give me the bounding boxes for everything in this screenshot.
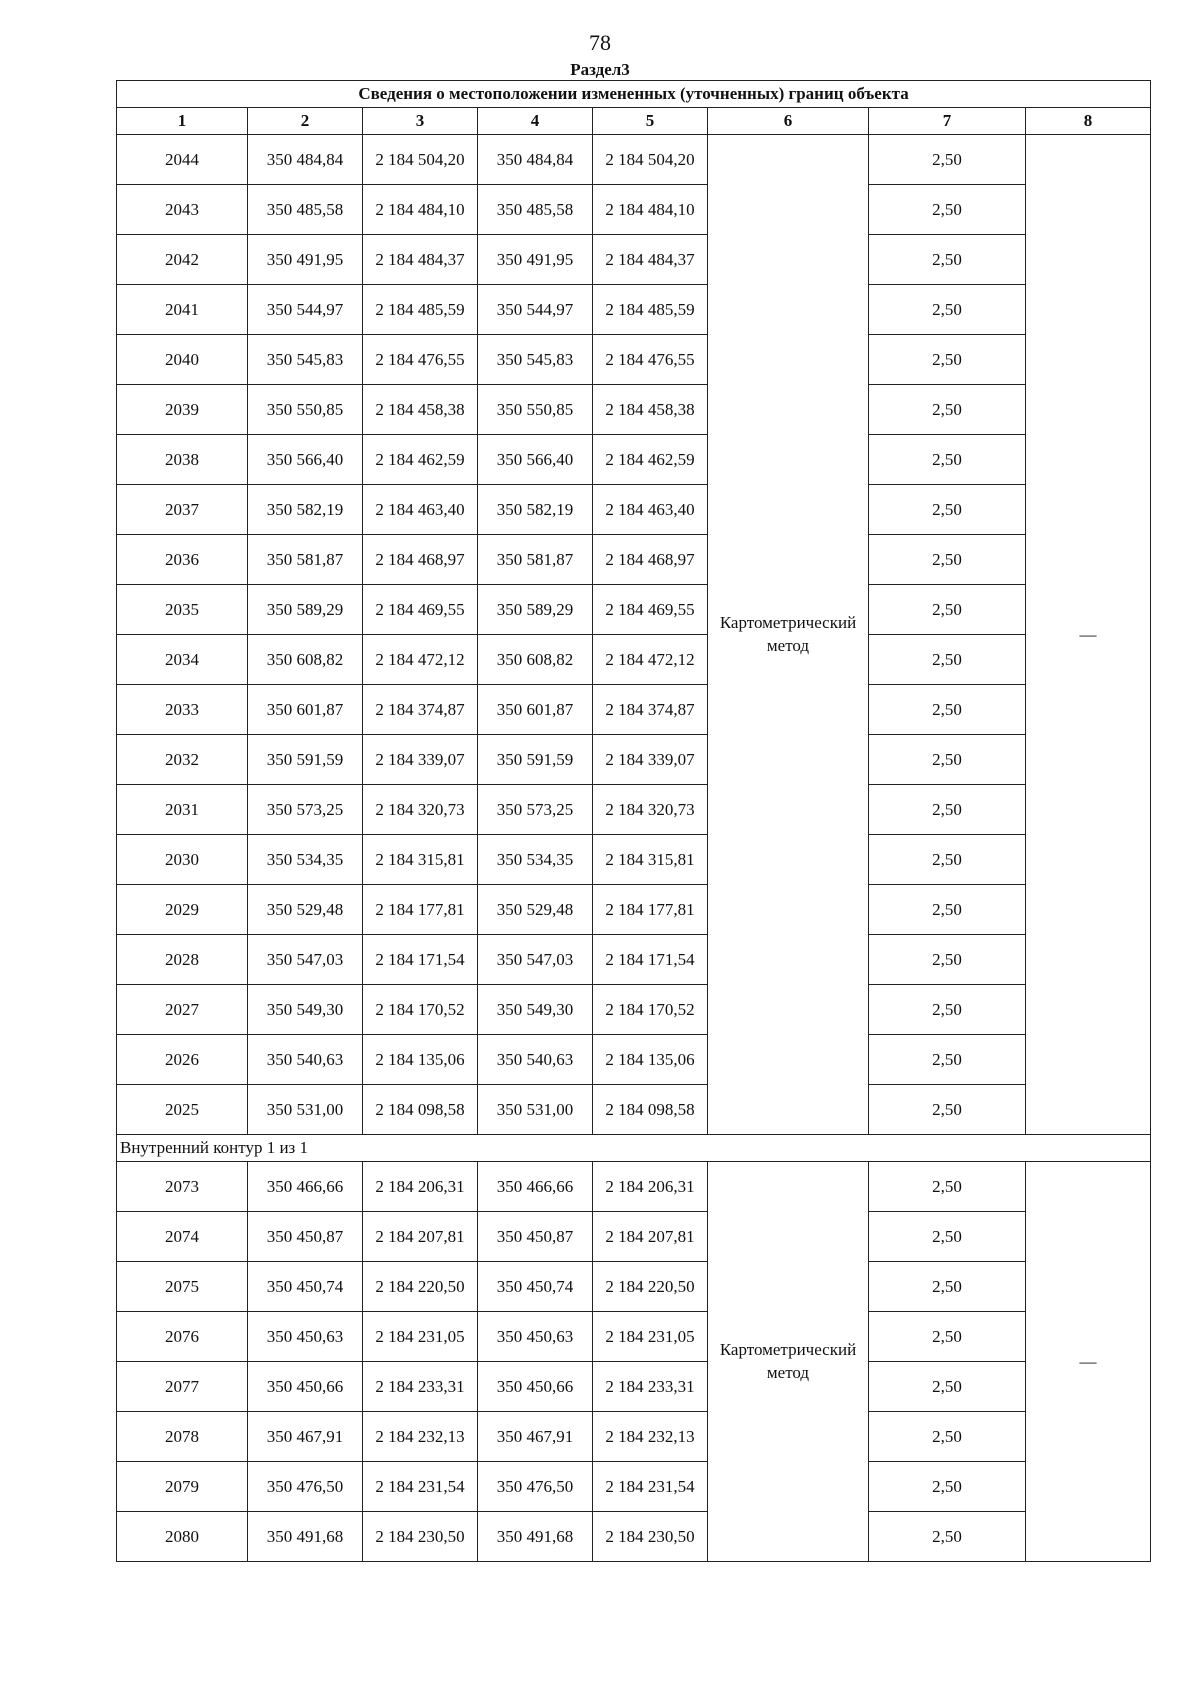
table-row: [117, 635, 1151, 685]
column-number: 6: [708, 108, 869, 135]
y-old-cell: 2 184 171,54: [363, 935, 478, 985]
accuracy-cell: 2,50: [869, 735, 1026, 785]
page-number: 78: [589, 30, 611, 55]
accuracy-cell: 2,50: [869, 1512, 1026, 1562]
point-number-cell: 2076: [117, 1312, 248, 1362]
point-number-cell: 2041: [117, 285, 248, 335]
inner-contour-label-row: [117, 1135, 1151, 1162]
point-number-cell: 2044: [117, 135, 248, 185]
point-number-cell: 2034: [117, 635, 248, 685]
y-new-cell: 2 184 220,50: [593, 1262, 708, 1312]
accuracy-cell: 2,50: [869, 885, 1026, 935]
y-old-cell: 2 184 468,97: [363, 535, 478, 585]
x-old-cell: 350 545,83: [248, 335, 363, 385]
y-new-cell: 2 184 374,87: [593, 685, 708, 735]
x-new-cell: 350 589,29: [478, 585, 593, 635]
method-text: Картометрический метод: [719, 1340, 857, 1382]
x-old-cell: 350 450,87: [248, 1212, 363, 1262]
point-number-cell: 2035: [117, 585, 248, 635]
x-old-cell: 350 450,63: [248, 1312, 363, 1362]
table-row: [117, 935, 1151, 985]
x-new-cell: 350 581,87: [478, 535, 593, 585]
point-number-cell: 2079: [117, 1462, 248, 1512]
x-new-cell: 350 485,58: [478, 185, 593, 235]
table-row: [117, 885, 1151, 935]
point-number-cell: 2027: [117, 985, 248, 1035]
x-new-cell: 350 467,91: [478, 1412, 593, 1462]
method-text: Картометрический метод: [719, 613, 857, 655]
y-old-cell: 2 184 320,73: [363, 785, 478, 835]
x-new-cell: 350 573,25: [478, 785, 593, 835]
column-number: 1: [117, 108, 248, 135]
table-row: [117, 535, 1151, 585]
table-row: [117, 1212, 1151, 1262]
inner-contour-label: Внутренний контур 1 из 1: [117, 1135, 1151, 1162]
x-new-cell: 350 549,30: [478, 985, 593, 1035]
note-cell: —: [1026, 135, 1151, 1135]
accuracy-cell: 2,50: [869, 535, 1026, 585]
point-number-cell: 2075: [117, 1262, 248, 1312]
x-old-cell: 350 534,35: [248, 835, 363, 885]
accuracy-cell: 2,50: [869, 285, 1026, 335]
x-new-cell: 350 534,35: [478, 835, 593, 885]
y-old-cell: 2 184 231,05: [363, 1312, 478, 1362]
y-old-cell: 2 184 472,12: [363, 635, 478, 685]
table-row: [117, 485, 1151, 535]
x-old-cell: 350 591,59: [248, 735, 363, 785]
table-row: [117, 435, 1151, 485]
y-new-cell: 2 184 484,10: [593, 185, 708, 235]
column-number: 3: [363, 108, 478, 135]
y-old-cell: 2 184 232,13: [363, 1412, 478, 1462]
point-number-cell: 2026: [117, 1035, 248, 1085]
accuracy-cell: 2,50: [869, 335, 1026, 385]
y-new-cell: 2 184 462,59: [593, 435, 708, 485]
y-old-cell: 2 184 170,52: [363, 985, 478, 1035]
accuracy-cell: 2,50: [869, 235, 1026, 285]
accuracy-cell: 2,50: [869, 935, 1026, 985]
y-new-cell: 2 184 485,59: [593, 285, 708, 335]
section-title: Раздел3: [570, 60, 630, 79]
x-old-cell: 350 467,91: [248, 1412, 363, 1462]
accuracy-cell: 2,50: [869, 835, 1026, 885]
y-old-cell: 2 184 458,38: [363, 385, 478, 435]
y-new-cell: 2 184 177,81: [593, 885, 708, 935]
accuracy-cell: 2,50: [869, 785, 1026, 835]
table-row: [117, 235, 1151, 285]
y-old-cell: 2 184 339,07: [363, 735, 478, 785]
accuracy-cell: 2,50: [869, 635, 1026, 685]
x-old-cell: 350 529,48: [248, 885, 363, 935]
column-number: 4: [478, 108, 593, 135]
y-new-cell: 2 184 231,05: [593, 1312, 708, 1362]
x-new-cell: 350 601,87: [478, 685, 593, 735]
accuracy-cell: 2,50: [869, 185, 1026, 235]
x-old-cell: 350 581,87: [248, 535, 363, 585]
table-row: [117, 985, 1151, 1035]
y-new-cell: 2 184 206,31: [593, 1162, 708, 1212]
point-number-cell: 2039: [117, 385, 248, 435]
x-new-cell: 350 529,48: [478, 885, 593, 935]
y-new-cell: 2 184 458,38: [593, 385, 708, 435]
y-new-cell: 2 184 233,31: [593, 1362, 708, 1412]
x-new-cell: 350 476,50: [478, 1462, 593, 1512]
point-number-cell: 2031: [117, 785, 248, 835]
x-old-cell: 350 531,00: [248, 1085, 363, 1135]
accuracy-cell: 2,50: [869, 1462, 1026, 1512]
point-number-cell: 2073: [117, 1162, 248, 1212]
column-number: 5: [593, 108, 708, 135]
accuracy-cell: 2,50: [869, 1362, 1026, 1412]
y-old-cell: 2 184 469,55: [363, 585, 478, 635]
x-old-cell: 350 466,66: [248, 1162, 363, 1212]
point-number-cell: 2080: [117, 1512, 248, 1562]
point-number-cell: 2033: [117, 685, 248, 735]
y-new-cell: 2 184 170,52: [593, 985, 708, 1035]
table-row: [117, 1162, 1151, 1212]
x-old-cell: 350 550,85: [248, 385, 363, 435]
point-number-cell: 2078: [117, 1412, 248, 1462]
x-old-cell: 350 601,87: [248, 685, 363, 735]
y-old-cell: 2 184 231,54: [363, 1462, 478, 1512]
table-row: [117, 1262, 1151, 1312]
x-new-cell: 350 544,97: [478, 285, 593, 335]
x-new-cell: 350 491,68: [478, 1512, 593, 1562]
point-number-cell: 2040: [117, 335, 248, 385]
y-new-cell: 2 184 320,73: [593, 785, 708, 835]
accuracy-cell: 2,50: [869, 1212, 1026, 1262]
inner-contour-rows: [117, 1162, 1151, 1562]
y-new-cell: 2 184 231,54: [593, 1462, 708, 1512]
table-row: [117, 1462, 1151, 1512]
y-new-cell: 2 184 315,81: [593, 835, 708, 885]
y-new-cell: 2 184 339,07: [593, 735, 708, 785]
point-number-cell: 2037: [117, 485, 248, 535]
x-new-cell: 350 566,40: [478, 435, 593, 485]
accuracy-cell: 2,50: [869, 1412, 1026, 1462]
table-row: [117, 1512, 1151, 1562]
y-new-cell: 2 184 476,55: [593, 335, 708, 385]
x-new-cell: 350 450,66: [478, 1362, 593, 1412]
table-caption: Сведения о местоположении измененных (уточненных) границ объекта: [117, 81, 1151, 108]
x-new-cell: 350 531,00: [478, 1085, 593, 1135]
y-new-cell: 2 184 232,13: [593, 1412, 708, 1462]
method-cell: [708, 1162, 869, 1562]
outer-contour-rows: [117, 135, 1151, 1135]
x-old-cell: 350 476,50: [248, 1462, 363, 1512]
x-new-cell: 350 491,95: [478, 235, 593, 285]
x-old-cell: 350 582,19: [248, 485, 363, 535]
y-new-cell: 2 184 230,50: [593, 1512, 708, 1562]
point-number-cell: 2074: [117, 1212, 248, 1262]
column-number: 2: [248, 108, 363, 135]
accuracy-cell: 2,50: [869, 1162, 1026, 1212]
x-new-cell: 350 591,59: [478, 735, 593, 785]
column-number: 7: [869, 108, 1026, 135]
y-old-cell: 2 184 504,20: [363, 135, 478, 185]
y-new-cell: 2 184 171,54: [593, 935, 708, 985]
point-number-cell: 2029: [117, 885, 248, 935]
table-row: [117, 585, 1151, 635]
y-old-cell: 2 184 476,55: [363, 335, 478, 385]
x-old-cell: 350 549,30: [248, 985, 363, 1035]
point-number-cell: 2032: [117, 735, 248, 785]
table-row: [117, 385, 1151, 435]
accuracy-cell: 2,50: [869, 1085, 1026, 1135]
x-old-cell: 350 544,97: [248, 285, 363, 335]
table-row: [117, 685, 1151, 735]
x-old-cell: 350 547,03: [248, 935, 363, 985]
x-new-cell: 350 582,19: [478, 485, 593, 535]
x-old-cell: 350 450,74: [248, 1262, 363, 1312]
y-old-cell: 2 184 233,31: [363, 1362, 478, 1412]
y-old-cell: 2 184 463,40: [363, 485, 478, 535]
table-row: [117, 1412, 1151, 1462]
y-old-cell: 2 184 484,10: [363, 185, 478, 235]
accuracy-cell: 2,50: [869, 685, 1026, 735]
table-row: [117, 1362, 1151, 1412]
accuracy-cell: 2,50: [869, 135, 1026, 185]
accuracy-cell: 2,50: [869, 485, 1026, 535]
y-old-cell: 2 184 207,81: [363, 1212, 478, 1262]
x-new-cell: 350 450,74: [478, 1262, 593, 1312]
y-new-cell: 2 184 468,97: [593, 535, 708, 585]
x-new-cell: 350 450,63: [478, 1312, 593, 1362]
table-row: [117, 1312, 1151, 1362]
x-old-cell: 350 491,95: [248, 235, 363, 285]
y-new-cell: 2 184 135,06: [593, 1035, 708, 1085]
y-new-cell: 2 184 484,37: [593, 235, 708, 285]
x-old-cell: 350 589,29: [248, 585, 363, 635]
y-old-cell: 2 184 485,59: [363, 285, 478, 335]
table-row: [117, 285, 1151, 335]
table-row: [117, 835, 1151, 885]
point-number-cell: 2025: [117, 1085, 248, 1135]
y-old-cell: 2 184 206,31: [363, 1162, 478, 1212]
y-new-cell: 2 184 463,40: [593, 485, 708, 535]
y-old-cell: 2 184 462,59: [363, 435, 478, 485]
table-row: [117, 735, 1151, 785]
column-number-row: [117, 108, 1151, 135]
x-old-cell: 350 573,25: [248, 785, 363, 835]
column-number: 8: [1026, 108, 1151, 135]
x-old-cell: 350 485,58: [248, 185, 363, 235]
y-new-cell: 2 184 504,20: [593, 135, 708, 185]
table-row: [117, 335, 1151, 385]
table-row: [117, 1035, 1151, 1085]
x-new-cell: 350 450,87: [478, 1212, 593, 1262]
y-old-cell: 2 184 230,50: [363, 1512, 478, 1562]
y-new-cell: 2 184 098,58: [593, 1085, 708, 1135]
y-old-cell: 2 184 098,58: [363, 1085, 478, 1135]
x-old-cell: 350 450,66: [248, 1362, 363, 1412]
x-old-cell: 350 540,63: [248, 1035, 363, 1085]
note-cell: —: [1026, 1162, 1151, 1562]
accuracy-cell: 2,50: [869, 1035, 1026, 1085]
point-number-cell: 2043: [117, 185, 248, 235]
method-cell: [708, 135, 869, 1135]
x-new-cell: 350 608,82: [478, 635, 593, 685]
table-row: [117, 135, 1151, 185]
accuracy-cell: 2,50: [869, 1312, 1026, 1362]
y-old-cell: 2 184 484,37: [363, 235, 478, 285]
x-new-cell: 350 466,66: [478, 1162, 593, 1212]
x-new-cell: 350 540,63: [478, 1035, 593, 1085]
y-old-cell: 2 184 374,87: [363, 685, 478, 735]
y-new-cell: 2 184 207,81: [593, 1212, 708, 1262]
table-row: [117, 785, 1151, 835]
x-new-cell: 350 547,03: [478, 935, 593, 985]
coordinates-table: [116, 80, 1151, 1562]
point-number-cell: 2028: [117, 935, 248, 985]
table-row: [117, 185, 1151, 235]
x-new-cell: 350 484,84: [478, 135, 593, 185]
x-new-cell: 350 550,85: [478, 385, 593, 435]
point-number-cell: 2042: [117, 235, 248, 285]
point-number-cell: 2036: [117, 535, 248, 585]
accuracy-cell: 2,50: [869, 985, 1026, 1035]
y-old-cell: 2 184 177,81: [363, 885, 478, 935]
x-new-cell: 350 545,83: [478, 335, 593, 385]
point-number-cell: 2038: [117, 435, 248, 485]
y-new-cell: 2 184 469,55: [593, 585, 708, 635]
x-old-cell: 350 491,68: [248, 1512, 363, 1562]
accuracy-cell: 2,50: [869, 385, 1026, 435]
y-old-cell: 2 184 135,06: [363, 1035, 478, 1085]
x-old-cell: 350 566,40: [248, 435, 363, 485]
y-old-cell: 2 184 315,81: [363, 835, 478, 885]
y-old-cell: 2 184 220,50: [363, 1262, 478, 1312]
y-new-cell: 2 184 472,12: [593, 635, 708, 685]
point-number-cell: 2030: [117, 835, 248, 885]
accuracy-cell: 2,50: [869, 435, 1026, 485]
x-old-cell: 350 608,82: [248, 635, 363, 685]
point-number-cell: 2077: [117, 1362, 248, 1412]
table-row: [117, 1085, 1151, 1135]
accuracy-cell: 2,50: [869, 1262, 1026, 1312]
accuracy-cell: 2,50: [869, 585, 1026, 635]
x-old-cell: 350 484,84: [248, 135, 363, 185]
